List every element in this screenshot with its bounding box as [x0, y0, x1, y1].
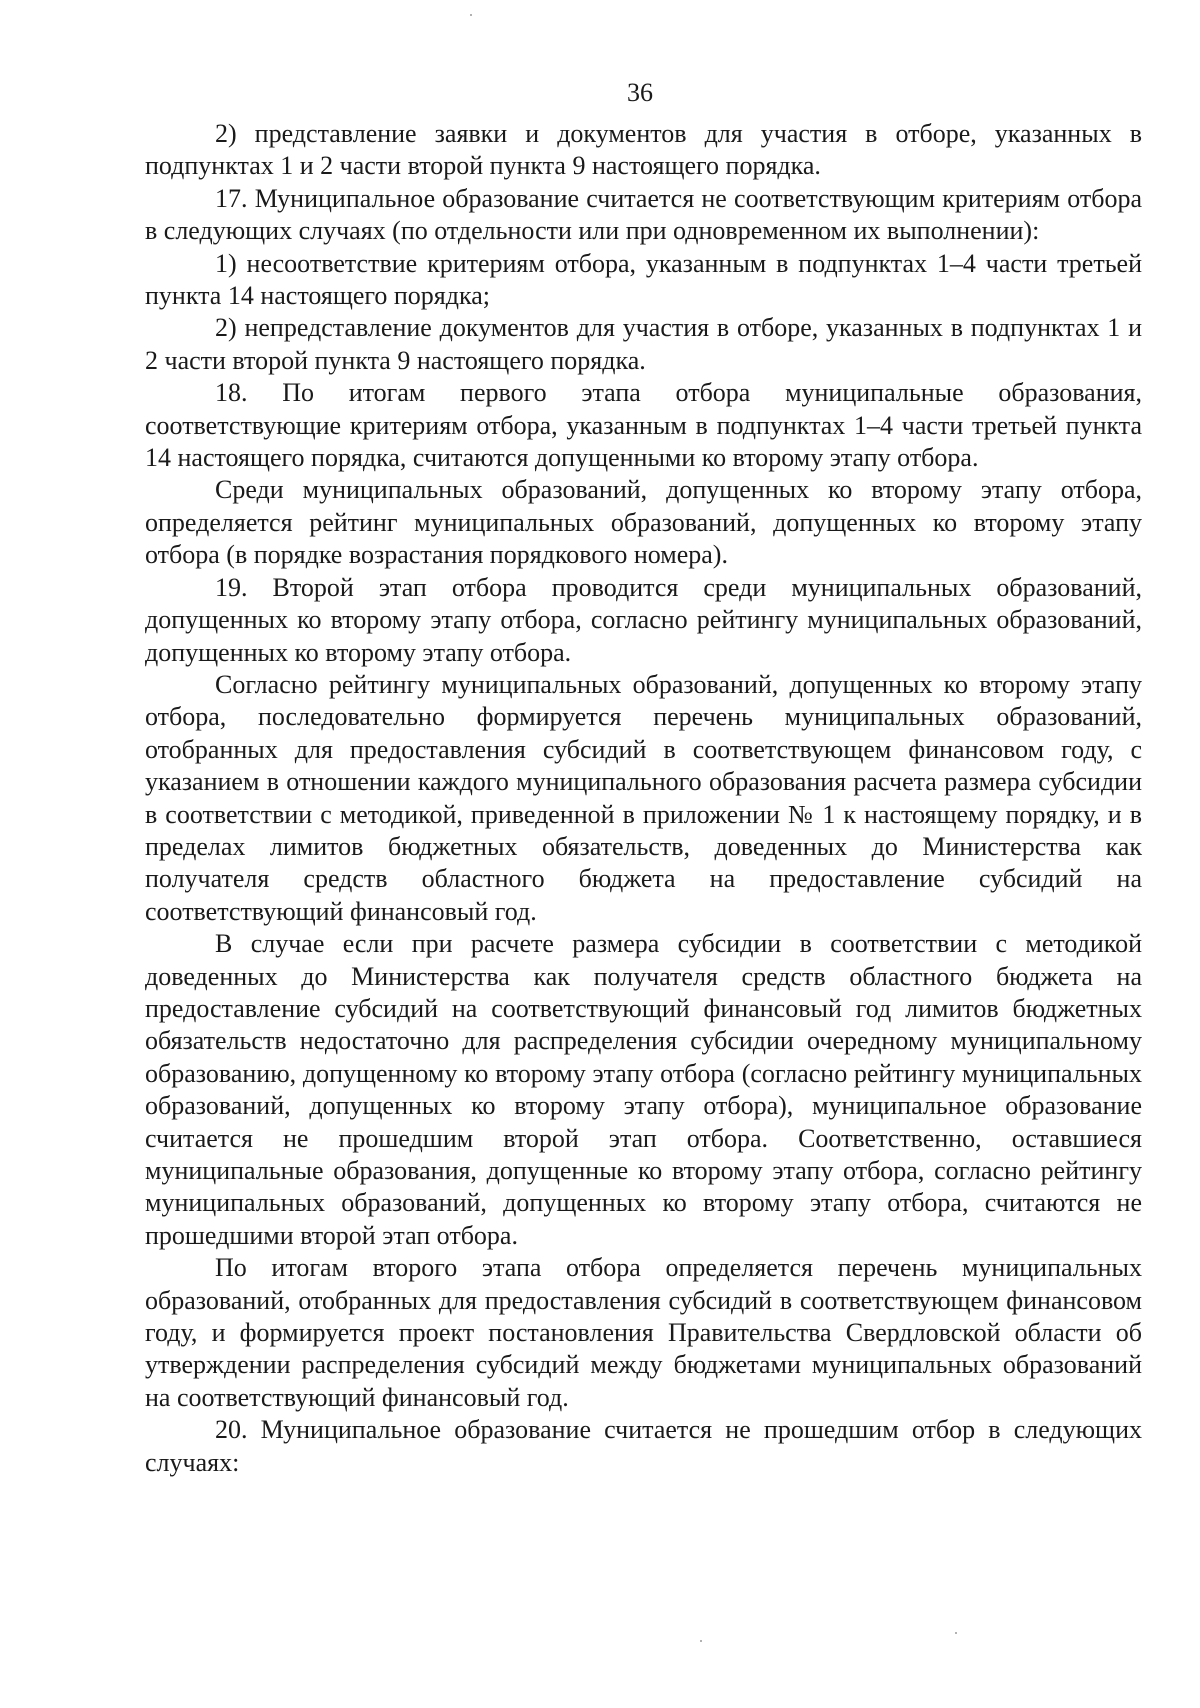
document-body [145, 118, 1142, 1479]
scan-speck [700, 1640, 702, 1642]
paragraph: 20. Муниципальное образование считается не прошедшим отбор в следующих случаях: [145, 1415, 1142, 1477]
scan-speck [955, 1632, 957, 1634]
paragraph: Среди муниципальных образований, допущенных ко второму этапу отбора, определяется рейтинг муниципальных образований, допущенных ко второму этапу отбора (в порядке возрастания порядкового номера). [145, 475, 1142, 570]
paragraph: 17. Муниципальное образование считается не соответствующим критериям отбора в следующих случаях (по отдельности или при одновременном их выполнении): [145, 183, 1142, 246]
paragraph: 18. По итогам первого этапа отбора муниципальные образования, соответствующие критериям отбора, указанным в подпунктах 1–4 части третьей пункта 14 настоящего порядка, считаются допущенными ко второму этапу отбора. [145, 378, 1142, 473]
paragraph: По итогам второго этапа отбора определяется перечень муниципальных образований, отобранных для предоставления субсидий в соответствующем финансовом году, и формируется проект постановления Правительства Свердловской области об утверждении распределения субсидий между бюджетами муниципальных образований на соответствующий финансовый год. [145, 1253, 1142, 1412]
paragraph: 19. Второй этап отбора проводится среди муниципальных образований, допущенных ко второму этапу отбора, согласно рейтингу муниципальных образований, допущенных ко второму этапу отбора. [145, 572, 1142, 667]
scan-speck [470, 14, 472, 16]
paragraph: 2) непредставление документов для участия в отборе, указанных в подпунктах 1 и 2 части второй пункта 9 настоящего порядка. [145, 313, 1142, 375]
paragraph: Согласно рейтингу муниципальных образований, допущенных ко второму этапу отбора, последовательно формируется перечень муниципальных образований, отобранных для предоставления субсидий в соответствующем финансовом году, с указанием в отношении каждого муниципального образования расчета размера субсидии в соответствии с методикой, приведенной в приложении № 1 к настоящему порядку, и в пределах лимитов бюджетных обязательств, доведенных до Министерства как получателя средств областного бюджета на предоставление субсидий на соответствующий финансовый год. [145, 669, 1142, 926]
paragraph: 1) несоответствие критериям отбора, указанным в подпунктах 1–4 части третьей пункта 14 настоящего порядка; [145, 248, 1142, 311]
paragraph: 2) представление заявки и документов для участия в отборе, указанных в подпунктах 1 и 2 части второй пункта 9 настоящего порядка. [145, 119, 1142, 181]
paragraph: В случае если при расчете размера субсидии в соответствии с методикой доведенных до Министерства как получателя средств областного бюджета на предоставление субсидий на соответствующий финансовый год лимитов бюджетных обязательств недостаточно для распределения субсидии очередному муниципальному образованию, допущенному ко второму этапу отбора (согласно рейтингу муниципальных образований, допущенных ко второму этапу отбора), муниципальное образование считается не прошедшим второй этап отбора. Соответственно, оставшиеся муниципальные образования, допущенные ко второму этапу отбора, согласно рейтингу муниципальных образований, допущенных ко второму этапу отбора, считаются не прошедшими второй этап отбора. [145, 929, 1142, 1250]
page-number: 36 [627, 78, 653, 107]
